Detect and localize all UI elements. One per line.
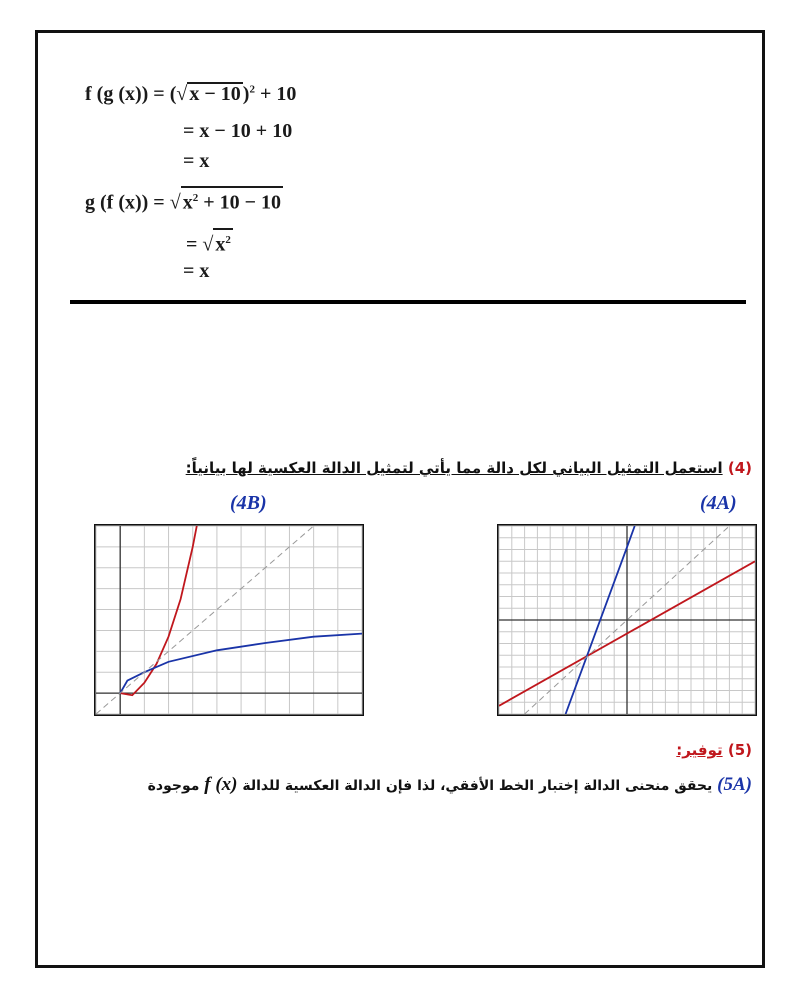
equation-line5 [186, 228, 233, 257]
answer-5a-label: (5A) [717, 774, 752, 795]
fg-radicand: x − 10 [189, 83, 241, 105]
section5-heading [676, 741, 752, 759]
graph-4b [94, 524, 364, 716]
gf-radicand [181, 186, 283, 213]
line5-base: x [215, 233, 226, 256]
radical-sign: √ [202, 233, 214, 256]
gf-exponent: 2 [192, 192, 199, 204]
radical-sign: √ [169, 191, 181, 214]
graph-4a [497, 524, 757, 716]
equation-line2: = x − 10 + 10 [183, 120, 293, 142]
label-4a: (4A) [700, 492, 737, 514]
close-paren: ) [242, 83, 250, 105]
answer-5a-end: موجودة [147, 778, 200, 794]
section5-answer [148, 774, 752, 796]
section5-number: (5) [727, 741, 752, 759]
fg-exponent: 2 [249, 83, 255, 96]
radical-sign: √ [176, 83, 188, 105]
gf-lhs: g (f (x)) = [85, 191, 170, 214]
graph-border [95, 525, 364, 716]
answer-5a-text: يحقق منحنى الدالة إختبار الخط الأفقي، لذا فإن الدالة العكسية للدالة [242, 778, 713, 794]
section4-text: استعمل التمثيل البياني لكل دالة مما يأتي لتمثيل الدالة العكسية لها بيانياً: [185, 459, 723, 477]
gf-base: x [182, 191, 193, 214]
fg-lhs: f (g (x)) = [85, 83, 170, 105]
section4-number: (4) [727, 459, 752, 477]
fg-tail: + 10 [254, 83, 297, 105]
section-divider [70, 300, 746, 304]
equation-gf [85, 186, 283, 215]
open-paren: ( [169, 83, 177, 105]
line5-radicand [213, 228, 233, 255]
label-4b: (4B) [230, 492, 267, 514]
equation-fg [85, 82, 296, 106]
line5-exponent: 2 [225, 234, 231, 246]
gf-tail: + 10 − 10 [198, 191, 281, 214]
page-frame [35, 30, 765, 968]
section4-heading [186, 459, 752, 477]
answer-5a-func: f (x) [204, 774, 238, 795]
section5-title: توفير: [676, 741, 723, 759]
line5-eq: = [186, 233, 203, 256]
equation-line6: = x [183, 260, 210, 282]
equation-line3: = x [183, 150, 210, 172]
